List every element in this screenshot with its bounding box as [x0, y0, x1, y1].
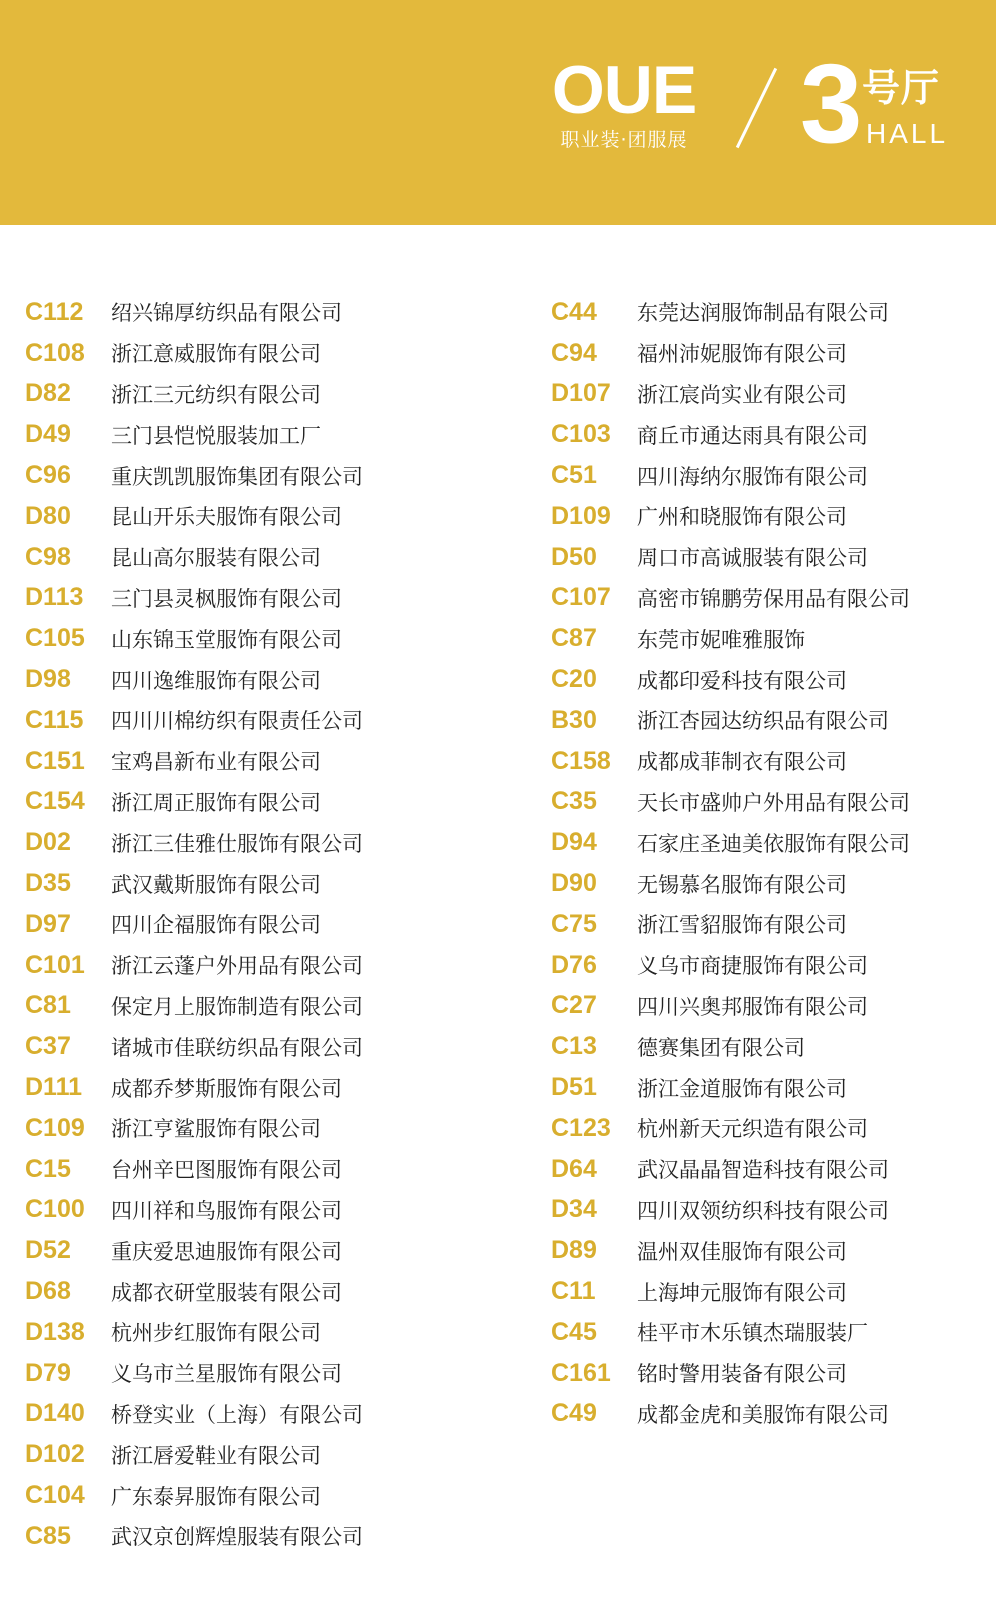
company-name: 浙江意威服饰有限公司: [111, 342, 321, 367]
exhibitor-row: [25, 1312, 495, 1353]
booth-code: D109: [551, 501, 611, 530]
booth-code: C20: [551, 665, 597, 694]
company-name: 浙江宸尚实业有限公司: [637, 382, 847, 407]
exhibitor-row: [25, 863, 495, 904]
exhibitor-row: [25, 578, 495, 619]
exhibitor-row: [25, 1026, 495, 1067]
company-name: 浙江三佳雅仕服饰有限公司: [111, 831, 363, 856]
booth-code: D79: [25, 1358, 71, 1387]
company-name: 高密市锦鹏劳保用品有限公司: [637, 586, 910, 611]
company-name: 浙江周正服饰有限公司: [111, 790, 321, 815]
company-name: 台州辛巴图服饰有限公司: [111, 1158, 342, 1183]
booth-code: D49: [25, 420, 71, 449]
company-name: 东莞市妮唯雅服饰: [637, 627, 805, 652]
company-name: 杭州步红服饰有限公司: [111, 1321, 321, 1346]
booth-code: D140: [25, 1399, 85, 1428]
exhibitor-row: [25, 782, 495, 823]
booth-code: B30: [551, 705, 597, 734]
company-name: 成都成菲制衣有限公司: [637, 750, 847, 775]
booth-code: C100: [25, 1195, 85, 1224]
company-name: 广州和晓服饰有限公司: [637, 505, 847, 530]
exhibitor-row: [25, 904, 495, 945]
company-name: 四川川棉纺织有限责任公司: [111, 709, 363, 734]
booth-code: D34: [551, 1195, 597, 1224]
booth-code: D68: [25, 1277, 71, 1306]
booth-code: C112: [25, 297, 84, 326]
booth-code: D89: [551, 1236, 597, 1265]
company-name: 武汉京创辉煌服装有限公司: [111, 1525, 363, 1550]
booth-code: C154: [25, 787, 85, 816]
exhibitor-row: [25, 1149, 495, 1190]
exhibitor-row: [25, 1230, 495, 1271]
exhibitor-row: [551, 292, 981, 333]
booth-code: D94: [551, 828, 597, 857]
hall-label-cn: 号厅: [862, 66, 941, 110]
exhibitor-row: [551, 578, 981, 619]
booth-code: C115: [25, 705, 84, 734]
exhibitor-row: [25, 1394, 495, 1435]
company-name: 桂平市木乐镇杰瑞服装厂: [637, 1321, 868, 1346]
exhibitor-row: [551, 1149, 981, 1190]
company-name: 石家庄圣迪美依服饰有限公司: [637, 831, 910, 856]
booth-code: D113: [25, 583, 84, 612]
company-name: 三门县灵枫服饰有限公司: [111, 586, 342, 611]
booth-code: C85: [25, 1521, 71, 1550]
booth-code: C98: [25, 542, 71, 571]
exhibitor-row: [25, 1516, 495, 1557]
exhibitor-row: [25, 741, 495, 782]
company-name: 宝鸡昌新布业有限公司: [111, 750, 321, 775]
booth-code: D138: [25, 1317, 85, 1346]
booth-code: D111: [25, 1073, 83, 1102]
company-name: 山东锦玉堂服饰有限公司: [111, 627, 342, 652]
booth-code: C108: [25, 338, 85, 367]
booth-code: C51: [551, 461, 597, 490]
booth-code: C109: [25, 1113, 85, 1142]
exhibitor-row: [551, 904, 981, 945]
company-name: 义乌市兰星服饰有限公司: [111, 1362, 342, 1387]
booth-code: C158: [551, 746, 611, 775]
exhibitor-row: [551, 1353, 981, 1394]
company-name: 桥登实业（上海）有限公司: [111, 1402, 363, 1427]
exhibitor-row: [551, 1108, 981, 1149]
slash-divider: [736, 68, 777, 148]
brand-block: [548, 52, 700, 152]
company-name: 昆山开乐夫服饰有限公司: [111, 505, 342, 530]
company-name: 绍兴锦厚纺织品有限公司: [111, 301, 342, 326]
exhibitor-row: [25, 659, 495, 700]
booth-code: C96: [25, 461, 71, 490]
exhibitor-row: [551, 618, 981, 659]
exhibitor-row: [25, 374, 495, 415]
booth-code: C107: [551, 583, 611, 612]
company-name: 商丘市通达雨具有限公司: [637, 423, 868, 448]
booth-code: C103: [551, 420, 611, 449]
exhibitor-row: [25, 700, 495, 741]
exhibitor-row: [551, 659, 981, 700]
booth-code: D107: [551, 379, 611, 408]
booth-code: D52: [25, 1236, 71, 1265]
company-name: 浙江杏园达纺织品有限公司: [637, 709, 889, 734]
booth-code: D76: [551, 950, 597, 979]
company-name: 成都衣研堂服装有限公司: [111, 1280, 342, 1305]
header-banner: [0, 0, 996, 225]
company-name: 东莞达润服饰制品有限公司: [637, 301, 889, 326]
booth-code: C75: [551, 909, 597, 938]
exhibitor-row: [551, 863, 981, 904]
booth-code: D64: [551, 1154, 597, 1183]
exhibitor-row: [551, 374, 981, 415]
company-name: 福州沛妮服饰有限公司: [637, 342, 847, 367]
exhibitor-row: [551, 782, 981, 823]
booth-code: C45: [551, 1317, 597, 1346]
booth-code: D50: [551, 542, 597, 571]
exhibitor-row: [551, 1394, 981, 1435]
company-name: 保定月上服饰制造有限公司: [111, 994, 363, 1019]
company-name: 浙江云蓬户外用品有限公司: [111, 954, 363, 979]
exhibitor-row: [25, 333, 495, 374]
exhibitor-row: [551, 455, 981, 496]
booth-code: D35: [25, 869, 71, 898]
exhibitor-row: [25, 945, 495, 986]
booth-code: C161: [551, 1358, 611, 1387]
exhibitor-row: [551, 1230, 981, 1271]
exhibitor-row: [551, 333, 981, 374]
exhibitor-row: [25, 1067, 495, 1108]
company-name: 四川企福服饰有限公司: [111, 913, 321, 938]
exhibitor-row: [25, 414, 495, 455]
exhibitor-row: [551, 1067, 981, 1108]
booth-code: D51: [551, 1073, 597, 1102]
brand-logo: OUE: [551, 52, 697, 128]
booth-code: D97: [25, 909, 71, 938]
company-name: 温州双佳服饰有限公司: [637, 1239, 847, 1264]
exhibitor-row: [551, 496, 981, 537]
booth-code: C49: [551, 1399, 597, 1428]
booth-code: D02: [25, 828, 71, 857]
booth-code: C11: [551, 1277, 596, 1306]
booth-code: C87: [551, 624, 597, 653]
company-name: 四川双领纺织科技有限公司: [637, 1198, 889, 1223]
booth-code: C94: [551, 338, 597, 367]
company-name: 武汉戴斯服饰有限公司: [111, 872, 321, 897]
exhibitor-row: [551, 945, 981, 986]
company-name: 无锡慕名服饰有限公司: [637, 872, 847, 897]
exhibitor-row: [551, 1190, 981, 1231]
company-name: 浙江唇爱鞋业有限公司: [111, 1443, 321, 1468]
company-name: 四川祥和鸟服饰有限公司: [111, 1198, 342, 1223]
booth-code: D80: [25, 501, 71, 530]
exhibitor-list-right: [551, 292, 981, 1434]
exhibitor-row: [551, 537, 981, 578]
exhibitor-row: [551, 741, 981, 782]
hall-number: 3: [800, 41, 863, 166]
booth-code: C151: [25, 746, 85, 775]
exhibitor-row: [25, 1475, 495, 1516]
company-name: 诸城市佳联纺织品有限公司: [111, 1035, 363, 1060]
company-name: 天长市盛帅户外用品有限公司: [637, 790, 910, 815]
exhibitor-row: [25, 1190, 495, 1231]
company-name: 浙江雪貂服饰有限公司: [637, 913, 847, 938]
booth-code: C105: [25, 624, 85, 653]
company-name: 杭州新天元织造有限公司: [637, 1117, 868, 1142]
exhibitor-row: [551, 1312, 981, 1353]
company-name: 铭时警用装备有限公司: [637, 1362, 847, 1387]
company-name: 德赛集团有限公司: [637, 1035, 805, 1060]
exhibitor-row: [25, 1434, 495, 1475]
company-name: 浙江金道服饰有限公司: [637, 1076, 847, 1101]
booth-code: C27: [551, 991, 597, 1020]
exhibitor-row: [25, 986, 495, 1027]
booth-code: D90: [551, 869, 597, 898]
company-name: 成都印爱科技有限公司: [637, 668, 847, 693]
company-name: 三门县恺悦服装加工厂: [111, 423, 321, 448]
company-name: 成都金虎和美服饰有限公司: [637, 1402, 889, 1427]
company-name: 重庆爱思迪服饰有限公司: [111, 1239, 342, 1264]
exhibitor-row: [25, 822, 495, 863]
company-name: 上海坤元服饰有限公司: [637, 1280, 847, 1305]
exhibitor-list-left: [25, 292, 495, 1557]
exhibitor-row: [25, 292, 495, 333]
exhibitor-row: [551, 700, 981, 741]
company-name: 浙江亨鲨服饰有限公司: [111, 1117, 321, 1142]
exhibitor-row: [551, 986, 981, 1027]
exhibitor-row: [25, 1108, 495, 1149]
brand-subtitle: 职业装·团服展: [560, 129, 688, 151]
exhibitor-row: [25, 618, 495, 659]
exhibitor-row: [25, 1271, 495, 1312]
exhibitor-row: [25, 455, 495, 496]
booth-code: C44: [551, 297, 597, 326]
company-name: 四川海纳尔服饰有限公司: [637, 464, 868, 489]
booth-code: D82: [25, 379, 71, 408]
exhibitor-row: [25, 1353, 495, 1394]
company-name: 浙江三元纺织有限公司: [111, 382, 321, 407]
exhibitor-row: [551, 1026, 981, 1067]
company-name: 四川逸维服饰有限公司: [111, 668, 321, 693]
booth-code: C81: [25, 991, 71, 1020]
booth-code: D102: [25, 1440, 85, 1469]
company-name: 广东泰昇服饰有限公司: [111, 1484, 321, 1509]
booth-code: C104: [25, 1481, 85, 1509]
booth-code: C37: [25, 1032, 71, 1061]
company-name: 昆山高尔服装有限公司: [111, 546, 321, 571]
exhibitor-row: [551, 414, 981, 455]
hall-label-en: HALL: [866, 118, 949, 149]
booth-code: C13: [551, 1032, 597, 1061]
booth-code: C123: [551, 1113, 611, 1142]
company-name: 重庆凯凯服饰集团有限公司: [111, 464, 363, 489]
exhibitor-row: [25, 496, 495, 537]
booth-code: C15: [25, 1154, 71, 1183]
exhibitor-row: [25, 537, 495, 578]
booth-code: D98: [25, 665, 71, 694]
company-name: 周口市高诚服装有限公司: [637, 546, 868, 571]
company-name: 成都乔梦斯服饰有限公司: [111, 1076, 342, 1101]
booth-code: C35: [551, 787, 597, 816]
company-name: 义乌市商捷服饰有限公司: [637, 954, 868, 979]
company-name: 四川兴奥邦服饰有限公司: [637, 994, 868, 1019]
exhibitor-row: [551, 822, 981, 863]
company-name: 武汉晶晶智造科技有限公司: [637, 1158, 889, 1183]
exhibitor-row: [551, 1271, 981, 1312]
booth-code: C101: [25, 950, 85, 979]
